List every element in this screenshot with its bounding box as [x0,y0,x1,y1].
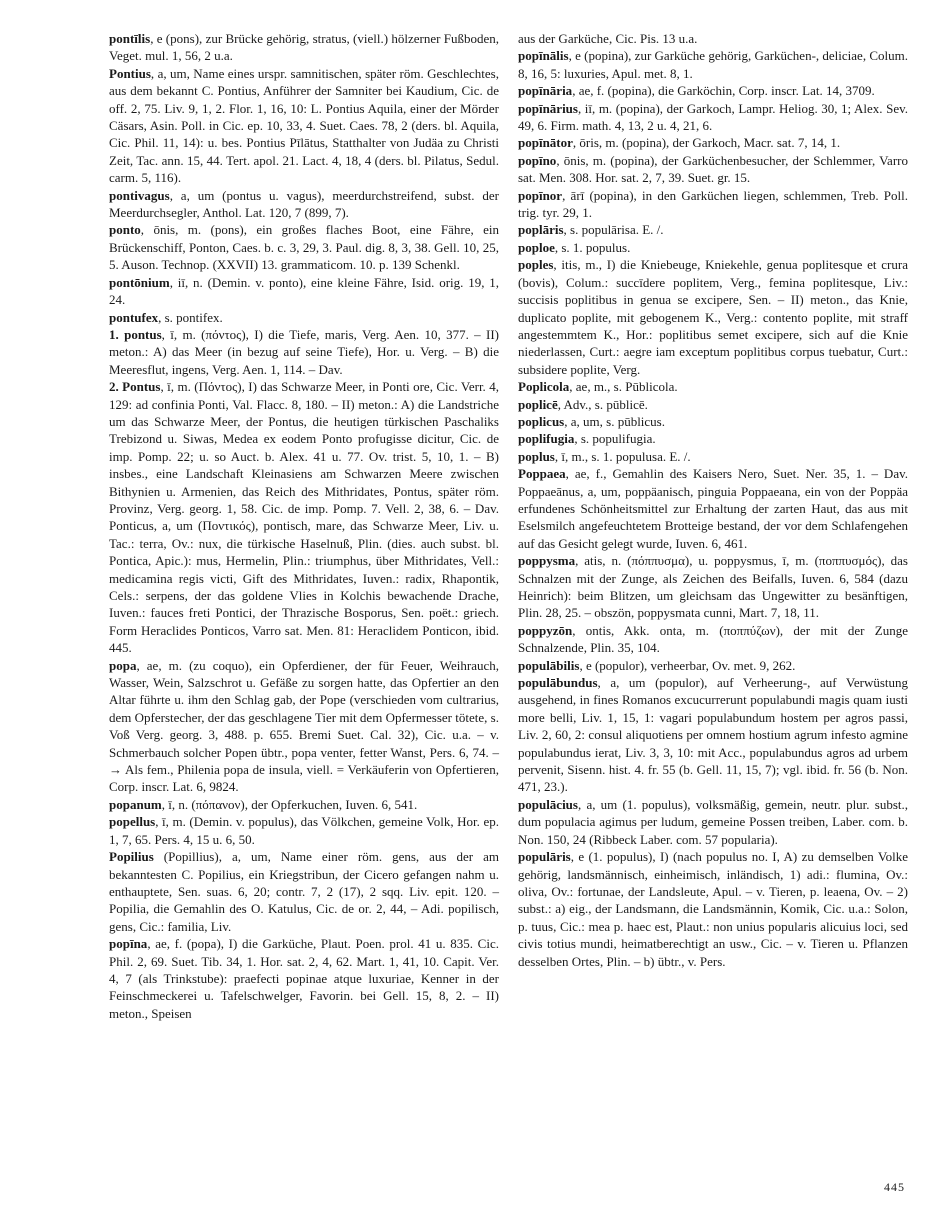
dictionary-entry [518,552,908,622]
entry-headword: popīnārius [518,100,578,116]
entry-headword: poplicē [518,396,558,412]
entry-text: (Popillius), a, um, Name einer röm. gens, aus der am bekanntesten C. Popilius, ein Kriegstribun, der Cicero gefangen nahm u. enthauptete, Sen. suas. 6, 20; contr. 7, 2 (17), 2 sqq. Liv. epit. 120. – Popilia, die Gemahlin des O. Katulus, Cic. de or. 2, 44, – Adi. popilisch, gens, Cic.: familia, Liv. [109,849,499,934]
entry-text: , s. 1. populus. [554,239,631,255]
entry-text: , e (popina), zur Garküche gehörig, Garküchen-, deliciae, Colum. 8, 16, 5: luxuries, Apul. met. 8, 1. [518,48,908,81]
entry-headword: ponto [109,222,141,238]
entry-headword: popīnālis [518,48,569,64]
entry-headword: poplāris [518,222,564,238]
entry-text: , ārī (popina), in den Garküchen liegen, schlemmen, Treb. Poll. trig. tyr. 29, 1. [518,187,908,221]
entry-headword: 1. pontus [109,326,162,342]
dictionary-entry [518,657,908,674]
entry-text: , ī, m. (Demin. v. populus), das Völkchen, gemeine Volk, Hor. ep. 1, 7, 65. Pers. 4, 15 u. 6, 50. [109,814,499,847]
entry-text: , ī, m. (Πόντος), I) das Schwarze Meer, in Ponti ore, Cic. Verr. 4, 129: ad confinia Ponti, Val. Flacc. 8, 180. – II) meton.: A) die Landstriche um das Schwarze Meer, der Pontus, die heutigen türkischen Paschaliks Trebizond u. Siwas, Medea ex eodem Ponto profugisse dicitur, Cic. de imp. Pomp. 22; u. so Auct. b. Alex. 41 u. 77. Ov. trist. 5, 10, 1. – B) insbes., eine Landschaft Kleinasiens am Schwarzen Meere zwischen Bithynien u. Armenien, das Reich des Mithridates, Pontus, später röm. Provinz, Verg. georg. 1, 58. Cic. de imp. Pomp. 7. Vell. 2, 38, 6. – Dav. Ponticus, a, um (Ποντικός), pontisch, mare, das Schwarze Meer, Liv. u. Tac.: terra, Ov.: nux, die türkische Haselnuß, Plin. (dies. auch subst. bl. Pontica, Apic.): mus, Hermelin, Plin.: triumphus, über Mithridates, Vell.: medicamina regis victi, Gift des Mithridates, Iuven.: radix, Rhapontik, Cels.: serpens, der das goldene Vlies in Kolchis bewachende Drache, Iuven.: fauces freti Pontici, der Thrazische Bosporus, Sen. poët.: griech. Form Heraclides Ponticos, Varro sat. Men. 81: Heraclidem Ponticon, ibid. 445. [109,379,499,656]
dictionary-entry [109,187,499,222]
entry-text: , ī, m. (πόντος), I) die Tiefe, maris, Verg. Aen. 10, 377. – II) meton.: A) das Meer (in bezug auf seine Tiefe), Hor. u. Verg. – B) die Meeresflut, ingens, Verg. Aen. 1, 114. – Dav. [109,326,499,377]
dictionary-entry [518,47,908,82]
dictionary-entry [109,309,499,326]
entry-headword: poplifugia [518,431,575,447]
entry-headword: poples [518,257,554,273]
dictionary-entry [518,674,908,796]
entry-text: , atis, n. (πόππυσμα), u. poppysmus, ī, m. (ποππυσμός), das Schnalzen mit der Zunge, als Zeichen des Beifalls, Iuven. 6, 584 (dazu Heinrich): beim Blitzen, um gleichsam das Ungewitter zu besänftigen, Plin. 28, 25. – obszön, poppysmata cunni, Mart. 7, 18, 11. [518,553,908,621]
entry-headword: poppysma [518,553,576,569]
entry-text: , iī, n. (Demin. v. ponto), eine kleine Fähre, Isid. orig. 19, 1, 24. [109,274,499,308]
entry-text: , e (populor), verheerbar, Ov. met. 9, 262. [579,657,796,673]
entry-headword: Poplicola [518,379,570,395]
entry-headword: popanum [109,796,162,812]
dictionary-entry [518,465,908,552]
dictionary-entry [518,221,908,238]
entry-text: , e (1. populus), I) (nach populus no. I, A) zu demselben Volke gehörig, landsmännisch, einheimisch, inländisch, 1) adi.: flumina, Ov.: oliva, Ov.: fortunae, der Landsleute, Apul. – v. Tieren, p. leaena, Ov. – 2) subst.: a) eig., der Landsmann, die Landsmännin, Komik, Cic. u.a.: Solon, p. tuus, Cic.: mea p. haec est, Plaut.: non unius popularis alicuius loci, sed civis totius mundi, heimatberechtigt an usw., Cic. – v. Tieren u. Pflanzen desselben Ortes, Plin. – b) übtr., v. Pers. [518,849,908,969]
entry-headword: pontōnium [109,274,170,290]
dictionary-entry [518,622,908,657]
entry-text: , a, um, Name eines urspr. samnitischen, später röm. Geschlechtes, aus dem bekannt C. Pontius, Anführer der Samniter bei Kaudium, Cic. de off. 2, 75. Liv. 9, 1, 2. Flor. 1, 16, 10: L. Pontius Aquila, einer der Mörder Cäsars, Asin. Poll. in Cic. ep. 10, 33, 4. Suet. Caes. 78, 2 (ders. bl. Aquila, Cic. Phil. 11, 14): u. bes. Pontius Pīlātus, Statthalter von Judäa zu Christi Zeit, Tac. ann. 15, 44. Tert. apol. 21. Lact. 4, 18, 4 (ders. bl. Pilatus, Sedul. carm. 5, 116). [109,65,499,186]
entry-text: , e (pons), zur Brücke gehörig, stratus, (viell.) hölzerner Fußboden, Veget. mul. 1, 56, 2 u.a. [109,31,499,64]
entry-text: , ae, f., Gemahlin des Kaisers Nero, Suet. Ner. 35, 1. – Dav. Poppaeānus, a, um, poppäanisch, pinguia Poppaeana, ein von der Poppäa erfundenes Schönheitsmittel zur Erhaltung der zarten Haut, das aus mit Eselsmilch angefeuchtetem Brotteige bestand, der vor dem Schlafengehen auf das Gesicht gelegt wurde, Iuven. 6, 461. [518,466,908,551]
left-column [109,30,499,1022]
entry-text: , s. pontifex. [158,309,223,325]
entry-headword: populāris [518,849,571,865]
dictionary-entry [518,413,908,430]
dictionary-entry [109,813,499,848]
dictionary-entry [518,256,908,378]
entry-text: , s. populifugia. [574,431,656,447]
entry-text: , ī, n. (πόπανον), der Opferkuchen, Iuven. 6, 541. [161,796,418,812]
dictionary-entry [518,100,908,135]
dictionary-entry [109,326,499,378]
dictionary-entry [109,657,499,796]
dictionary-entry [518,152,908,187]
dictionary-entry [518,796,908,848]
entry-headword: populābundus [518,675,598,691]
entry-text: , ōnis, m. (popina), der Garküchenbesucher, der Schlemmer, Varro sat. Men. 308. Hor. sat. 2, 7, 39. Suet. gr. 15. [518,152,908,186]
entry-text: , ōnis, m. (pons), ein großes flaches Boot, eine Fähre, ein Brückenschiff, Ponton, Caes. b. c. 3, 29, 3. Paul. dig. 8, 3, 38. Gell. 10, 25, 5. Auson. Technop. (XXVII) 13. grammaticom. 10. p. 139 Schenkl. [109,222,499,273]
entry-text: , a, um (populor), auf Verheerung-, auf Verwüstung ausgehend, in fines Romanos excucurrerunt populabundi magis quam iusti more belli, Liv. 1, 15, 1: vagari populabundum hostem per agros passi, Liv. 2, 60, 2: consul aliquotiens per omnem hostium agrum infesto agmine populabundus ierat, Liv. 3, 3, 10: mit Acc., populabundus agros ad urbem pervenit, Sisenn. hist. 4. fr. 55 (b. Gell. 11, 15, 7); vgl. ibid. fr. 56 (b. Non. 471, 23.). [518,675,908,795]
entry-text: , ontis, Akk. onta, m. (ποππύζων), der mit der Zunge Schnalzende, Plin. 35, 104. [518,622,908,656]
dictionary-entry [109,65,499,187]
entry-headword: pontivagus [109,187,170,203]
entry-headword: pontufex [109,309,159,325]
entry-headword: popīnātor [518,135,573,151]
entry-headword: pontīlis [109,31,151,46]
entry-text: , Adv., s. pūblicē. [557,396,648,412]
dictionary-entry [518,30,908,47]
dictionary-entry [518,396,908,413]
dictionary-entry [109,796,499,813]
dictionary-entry [109,221,499,273]
entry-text: , a, um (1. populus), volksmäßig, gemein, neutr. plur. subst., dum populacia agimus per ludum, gemeine Possen treiben, Laber. com. b. Non. 150, 24 (Ribbeck Laber. com. 57 popularia). [518,796,908,847]
dictionary-entry [518,82,908,99]
dictionary-entry [109,30,499,65]
entry-headword: poplicus [518,413,565,429]
dictionary-entry [518,430,908,447]
entry-text: , ōris, m. (popina), der Garkoch, Macr. sat. 7, 14, 1. [572,135,841,151]
dictionary-entry [518,239,908,256]
entry-text: , ae, f. (popa), I) die Garküche, Plaut. Poen. prol. 41 u. 835. Cic. Phil. 2, 69. Suet. Tib. 34, 1. Hor. sat. 2, 4, 62. Mart. 1, 41, 10. Capit. Ver. 4, 7 (als Trinkstube): praefecti popinae atque luxuriae, Kenner in der Feinschmeckerei u. Tafelschwelger, Favorin. bei Gell. 15, 8, 2. – II) meton., Speisen [109,936,499,1021]
entry-text: , itis, m., I) die Kniebeuge, Kniekehle, genua poplitesque et crura (bovis), Colum.: succīdere poplitem, Verg., femina poplitesque, Liv.: succisis poplitibus in genua se excipere, Sen. – II) meton., das Knie, duplicato poplite, mit gebogenem K., Verg.: contento poplite, mit straff angestemmtem K., Hor.: poplitibus semet excipere, sich auf die Knie niederlassen, Curt.: aegre iam exceptum poplitibus corpus tuebatur, Curt.: subsidere poplite, Verg. [518,257,908,377]
entry-headword: poplus [518,448,555,464]
dictionary-entry [518,134,908,151]
entry-text: , iī, m. (popina), der Garkoch, Lampr. Heliog. 30, 1; Alex. Sev. 49, 6. Firm. math. 4, 13, 2 u. 4, 21, 6. [518,100,908,134]
entry-headword: popellus [109,814,156,830]
dictionary-entry [109,378,499,657]
entry-text: , ī, m., s. 1. populusa. E. /. [554,448,691,464]
dictionary-entry [109,935,499,1022]
entry-text: , ae, m., s. Pūblicola. [569,379,678,395]
entry-headword: poploe [518,239,555,255]
dictionary-entry [109,848,499,935]
entry-headword: Popilius [109,849,154,865]
entry-headword: poppyzōn [518,622,573,638]
entry-headword: popīna [109,936,148,952]
entry-text: , ae, m. (zu coquo), ein Opferdiener, der für Feuer, Weihrauch, Wasser, Wein, Salzschrot u. Gefäße zu sorgen hatte, das Opfertier an den Altar führte u. ihm den Schlag gab, der Pope (verschieden vom cultrarius, dem Opferstecher, der das geschlagene Tier mit dem Opfermesser tötete, s. Voß Verg. georg. 3, 488. p. 655. Bremi Suet. Cal. 32), Cic. u.a. – v. Schmerbauch solcher Popen übtr., popa venter, fetter Wanst, Pers. 6, 74. – → Als fem., Philenia popa de insula, viell. = Verkäuferin von Opfertieren, Corp. inscr. Lat. 6, 9824. [109,657,499,795]
dictionary-entry [518,378,908,395]
right-column [518,30,908,970]
entry-headword: populācius [518,796,578,812]
entry-headword: popīnor [518,187,563,203]
entry-text: aus der Garküche, Cic. Pis. 13 u.a. [518,31,698,46]
entry-text: , a, um (pontus u. vagus), meerdurchstreifend, subst. der Meerdurchsegler, Anthol. Lat. 120, 7 (899, 7). [109,187,499,221]
page-number: 445 [884,1180,905,1194]
entry-headword: populābilis [518,657,580,673]
entry-text: , ae, f. (popina), die Garköchin, Corp. inscr. Lat. 14, 3709. [572,83,875,99]
entry-headword: popīnāria [518,83,573,99]
entry-text: , a, um, s. pūblicus. [564,413,665,429]
entry-headword: 2. Pontus [109,379,161,395]
dictionary-entry [518,187,908,222]
entry-headword: Pontius [109,65,151,81]
entry-headword: Poppaea [518,466,566,482]
entry-headword: popa [109,657,137,673]
dictionary-entry [518,448,908,465]
dictionary-entry [109,274,499,309]
entry-headword: popīno [518,152,557,168]
dictionary-entry [518,848,908,970]
entry-text: , s. populārisa. E. /. [563,222,664,238]
